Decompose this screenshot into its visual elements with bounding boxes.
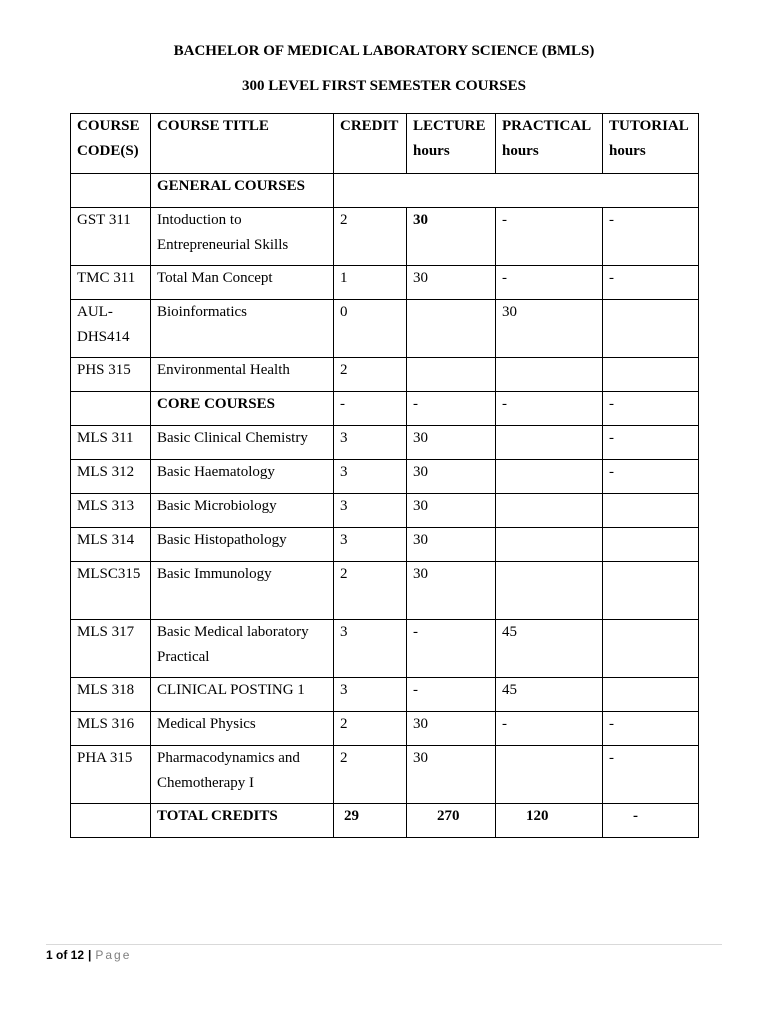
cell-code: MLS 318 — [71, 678, 151, 712]
table-row — [71, 460, 699, 494]
cell-lecture: 30 — [407, 562, 496, 620]
cell-tutorial — [603, 620, 699, 678]
section-label-general: GENERAL COURSES — [151, 174, 334, 208]
cell-code: GST 311 — [71, 208, 151, 266]
cell-code: MLS 317 — [71, 620, 151, 678]
cell-practical — [496, 562, 603, 620]
table-header-row — [71, 114, 699, 174]
footer-divider — [46, 944, 722, 945]
cell-tutorial: - — [603, 460, 699, 494]
cell-lecture: 30 — [407, 266, 496, 300]
section-row-core — [71, 392, 699, 426]
cell-title: Bioinformatics — [151, 300, 334, 358]
cell-tutorial: - — [603, 712, 699, 746]
total-practical: 120 — [496, 804, 603, 838]
cell-credit: 2 — [334, 562, 407, 620]
cell-practical: 30 — [496, 300, 603, 358]
cell-credit: 3 — [334, 426, 407, 460]
cell-title: Basic Immunology — [151, 562, 334, 620]
cell-practical: 45 — [496, 678, 603, 712]
table-row — [71, 426, 699, 460]
cell-code: MLSC315 — [71, 562, 151, 620]
cell-credit: 3 — [334, 460, 407, 494]
cell-code — [71, 392, 151, 426]
cell-lecture: 30 — [407, 208, 496, 266]
cell-code: PHA 315 — [71, 746, 151, 804]
table-row — [71, 620, 699, 678]
page-number: 1 of 12 — [46, 948, 85, 962]
cell-tutorial — [603, 562, 699, 620]
cell-title: Basic Medical laboratory Practical — [151, 620, 334, 678]
cell-practical — [496, 426, 603, 460]
table-row — [71, 746, 699, 804]
cell-practical — [496, 494, 603, 528]
document-title: BACHELOR OF MEDICAL LABORATORY SCIENCE (BMLS) — [173, 43, 595, 59]
cell-code: PHS 315 — [71, 358, 151, 392]
table-row — [71, 208, 699, 266]
section-label-core: CORE COURSES — [151, 392, 334, 426]
cell-code: MLS 316 — [71, 712, 151, 746]
cell-tutorial — [603, 300, 699, 358]
total-lecture: 270 — [407, 804, 496, 838]
page-footer — [46, 948, 131, 962]
cell-practical: - — [496, 208, 603, 266]
cell-credit: 1 — [334, 266, 407, 300]
cell-tutorial — [603, 528, 699, 562]
cell-code: TMC 311 — [71, 266, 151, 300]
cell-credit: 2 — [334, 358, 407, 392]
cell-practical: - — [496, 266, 603, 300]
cell-credit: 3 — [334, 494, 407, 528]
total-row — [71, 804, 699, 838]
table-row — [71, 300, 699, 358]
cell-lecture: 30 — [407, 746, 496, 804]
cell-practical — [496, 460, 603, 494]
cell-credit: - — [334, 392, 407, 426]
table-row — [71, 528, 699, 562]
cell-tutorial — [603, 678, 699, 712]
cell-code: AUL- DHS414 — [71, 300, 151, 358]
document-subtitle: 300 LEVEL FIRST SEMESTER COURSES — [242, 78, 526, 94]
total-tutorial: - — [603, 804, 699, 838]
cell-credit: 3 — [334, 528, 407, 562]
footer-separator: | — [88, 948, 92, 962]
cell-practical — [496, 358, 603, 392]
cell-credit: 0 — [334, 300, 407, 358]
table-row — [71, 266, 699, 300]
header-course-title: COURSE TITLE — [151, 114, 334, 174]
cell-title: Medical Physics — [151, 712, 334, 746]
cell-code: MLS 314 — [71, 528, 151, 562]
cell-credit: 2 — [334, 208, 407, 266]
cell-title: CLINICAL POSTING 1 — [151, 678, 334, 712]
cell-lecture: - — [407, 392, 496, 426]
header-credit: CREDIT — [334, 114, 407, 174]
cell-practical — [496, 746, 603, 804]
header-lecture-hours: LECTURE hours — [407, 114, 496, 174]
cell-tutorial: - — [603, 392, 699, 426]
total-label: TOTAL CREDITS — [151, 804, 334, 838]
cell-credit: 2 — [334, 746, 407, 804]
cell-lecture: - — [407, 620, 496, 678]
cell-credit: 3 — [334, 620, 407, 678]
cell-practical: 45 — [496, 620, 603, 678]
cell-lecture: 30 — [407, 528, 496, 562]
table-row — [71, 678, 699, 712]
cell-title: Basic Microbiology — [151, 494, 334, 528]
cell-lecture: - — [407, 678, 496, 712]
cell-title: Basic Haematology — [151, 460, 334, 494]
cell-code: MLS 313 — [71, 494, 151, 528]
cell-title: Basic Clinical Chemistry — [151, 426, 334, 460]
cell-title: Environmental Health — [151, 358, 334, 392]
cell-practical: - — [496, 392, 603, 426]
total-credit: 29 — [334, 804, 407, 838]
page-word: Page — [95, 948, 132, 962]
cell-tutorial — [603, 358, 699, 392]
cell-title: Intoduction to Entrepreneurial Skills — [151, 208, 334, 266]
table-row — [71, 712, 699, 746]
cell-lecture — [407, 358, 496, 392]
table-row — [71, 358, 699, 392]
cell-tutorial — [603, 494, 699, 528]
cell-title: Basic Histopathology — [151, 528, 334, 562]
cell-tutorial: - — [603, 746, 699, 804]
cell-lecture: 30 — [407, 494, 496, 528]
header-course-code: COURSE CODE(S) — [71, 114, 151, 174]
cell-lecture: 30 — [407, 712, 496, 746]
cell-title: Pharmacodynamics and Chemotherapy I — [151, 746, 334, 804]
cell-code: MLS 311 — [71, 426, 151, 460]
cell-code: MLS 312 — [71, 460, 151, 494]
table-row — [71, 562, 699, 620]
cell-lecture: 30 — [407, 460, 496, 494]
cell-tutorial: - — [603, 266, 699, 300]
cell-tutorial: - — [603, 426, 699, 460]
cell-tutorial: - — [603, 208, 699, 266]
courses-table — [70, 113, 699, 838]
cell-title: Total Man Concept — [151, 266, 334, 300]
header-practical-hours: PRACTICAL hours — [496, 114, 603, 174]
table-row — [71, 494, 699, 528]
cell-practical: - — [496, 712, 603, 746]
section-row-general — [71, 174, 699, 208]
cell-credit: 2 — [334, 712, 407, 746]
cell-lecture: 30 — [407, 426, 496, 460]
header-tutorial-hours: TUTORIAL hours — [603, 114, 699, 174]
cell-credit: 3 — [334, 678, 407, 712]
cell-lecture — [407, 300, 496, 358]
cell-practical — [496, 528, 603, 562]
